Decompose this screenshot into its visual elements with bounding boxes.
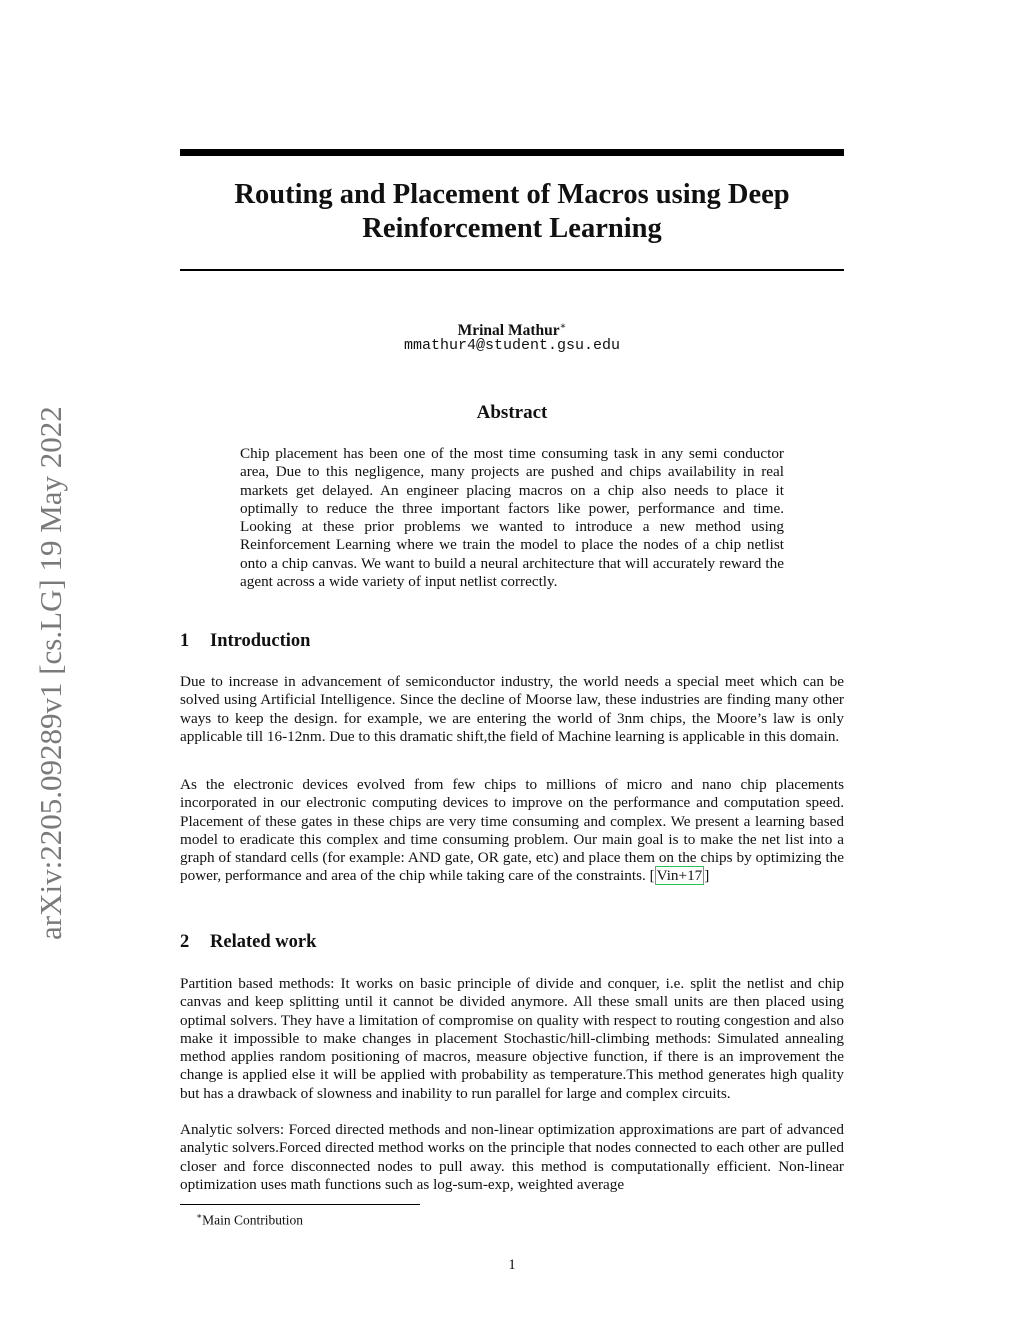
section-title: Related work <box>210 932 317 952</box>
title-top-rule <box>180 149 844 156</box>
author-footnote-mark: ∗ <box>559 321 567 332</box>
title-bottom-rule <box>180 269 844 271</box>
footnote-rule <box>180 1204 420 1205</box>
section-heading-introduction <box>180 630 844 652</box>
intro-paragraph-2: As the electronic devices evolved from few chips to millions of micro and nano chip placements incorporated in our electronic computing devices to improve on the performance and computation speed. Placement of these gates in these chips are very time consuming and complex. We present a learning based model to eradicate this complex and time consuming problem. Our main goal is to make the net list into a graph of standard cells (for example: AND gate, OR gate, etc) and place them on the chips by optimizing the power, performance and area of the chip while taking care of the constraints. [ Vin+17 ] <box>180 776 844 885</box>
section-number: 2 <box>180 932 190 952</box>
footnote-text: Main Contribution <box>202 1212 303 1228</box>
author-email: mmathur4@student.gsu.edu <box>403 337 621 354</box>
paper-title: Routing and Placement of Macros using Deep Reinforcement Learning <box>234 179 790 244</box>
section-heading-related-work <box>180 931 844 953</box>
citation-link[interactable]: Vin+17 <box>656 867 703 885</box>
abstract-heading: Abstract <box>476 402 548 423</box>
abstract-text: Chip placement has been one of the most time consuming task in any semi conductor area, Due to this negligence, many projects are pushed and chips availability in real markets get delayed. An engineer placing macros on a chip also needs to place it optimally to reduce the three important factors like power, performance and time. Looking at these prior problems we wanted to introduce a new method using Reinforcement Learning where we train the model to place the nodes of a chip netlist onto a chip canvas. We want to build a neural architecture that will accurately reward the agent across a wide variety of input netlist correctly. <box>240 445 784 591</box>
arxiv-identifier: arXiv:2205.09289v1 [cs.LG] 19 May 2022 <box>33 406 68 940</box>
page-number: 1 <box>508 1257 516 1273</box>
intro-paragraph-2-text: As the electronic devices evolved from few chips to millions of micro and nano chip placements incorporated in our electronic computing devices to improve on the performance and computation speed. Placement of these gates in these chips are very time consuming and complex. We present a learning based model to eradicate this complex and time consuming problem. Our main goal is to make the net list into a graph of standard cells (for example: AND gate, OR gate, etc) and place them on the chips by optimizing the power, performance and area of the chip while taking care of the constraints. <box>180 776 844 885</box>
footnote <box>196 1208 303 1229</box>
author-name: Mrinal Mathur <box>457 322 560 340</box>
section-number: 1 <box>180 631 190 651</box>
related-work-paragraph-1: Partition based methods: It works on basic principle of divide and conquer, i.e. split the netlist and chip canvas and keep splitting until it cannot be divided anymore. All these small units are then placed using optimal solvers. They have a limitation of compromise on quality with respect to routing congestion and also make it impossible to make changes in placement Stochastic/hill-climbing methods: Simulated annealing method applies random positioning of macros, measure objective function, if there is an improvement the change is applied else it will be applied with probability as temperature.This method generates high quality but has a drawback of slowness and inability to run parallel for large and complex circuits. <box>180 975 844 1102</box>
intro-paragraph-1: Due to increase in advancement of semiconductor industry, the world needs a special meet which can be solved using Artificial Intelligence. Since the decline of Moorse law, these industries are finding many other ways to keep the design. for example, we are entering the world of 3nm chips, the Moore’s law is only applicable till 16-12nm. Due to this dramatic shift,the field of Machine learning is applicable in this domain. <box>180 673 844 745</box>
footnote-mark: ∗ <box>196 1211 203 1221</box>
related-work-paragraph-2: Analytic solvers: Forced directed methods and non-linear optimization approximations are part of advanced analytic solvers.Forced directed method works on the principle that nodes connected to each other are pulled closer and force disconnected nodes to pull away. this method is computationally efficient. Non-linear optimization uses math functions such as log-sum-exp, weighted average <box>180 1121 844 1193</box>
section-title: Introduction <box>210 631 311 651</box>
